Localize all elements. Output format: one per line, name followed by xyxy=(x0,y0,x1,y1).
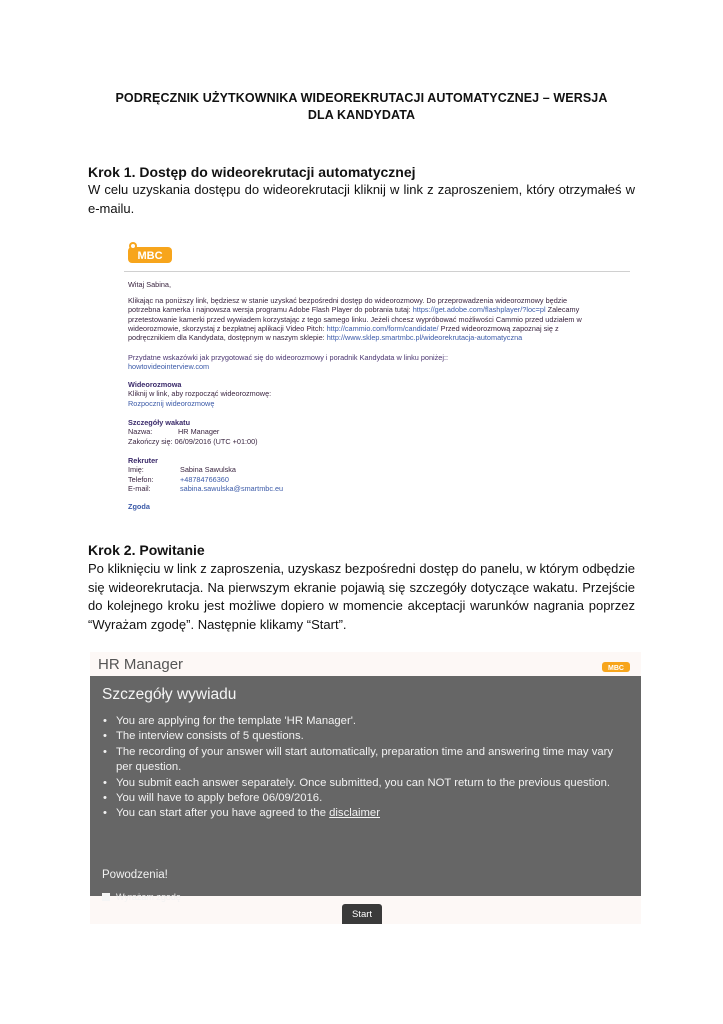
email-vacancy-section xyxy=(128,418,628,446)
interview-header-title: HR Manager xyxy=(98,656,184,673)
email-tips-text: Przydatne wskazówki jak przygotować się do wideorozmowy i poradnik Kandydata w linku poniżej:: xyxy=(128,353,449,362)
recruiter-section-heading: Rekruter xyxy=(128,456,159,465)
interview-details-title: Szczegóły wywiadu xyxy=(102,686,237,703)
start-button[interactable]: Start xyxy=(342,904,382,924)
shop-manual-link[interactable]: http://www.sklep.smartmbc.pl/wideorekrutacja-automatyczna xyxy=(326,333,523,343)
email-body-line4-text: wideorozmowie, skorzystaj z bezpłatnej aplikacji Video Pitch: xyxy=(128,323,325,333)
email-recruiter-section xyxy=(128,456,628,493)
recruiter-phone-row xyxy=(128,475,628,484)
email-body-line5 xyxy=(128,333,628,342)
interview-details-list xyxy=(102,714,632,822)
document-title-line2: DLA KANDYDATA xyxy=(307,108,416,122)
howto-link[interactable]: howtovideointerview.com xyxy=(128,362,210,372)
disclaimer-link[interactable]: disclaimer xyxy=(329,807,380,820)
video-pitch-link[interactable]: http://cammio.com/form/candidate/ xyxy=(326,323,439,333)
email-body-line2 xyxy=(128,305,628,314)
recruiter-name-row xyxy=(128,465,628,474)
vacancy-name-value: HR Manager xyxy=(178,427,220,437)
email-body-line1: Klikając na poniższy link, będziesz w stanie uzyskać bezpośredni dostęp do wideorozmowy. Do przeprowadzenia wideorozmowy będzie xyxy=(128,296,568,305)
vacancy-name-label: Nazwa: xyxy=(128,427,153,437)
vacancy-end-label: Zakończy się: xyxy=(128,436,173,446)
email-screenshot xyxy=(118,236,636,516)
email-body-line5-text: podręcznikiem dla Kandydata, dostępnym w naszym sklepie: xyxy=(128,333,325,343)
email-greeting: Witaj Sabina, xyxy=(128,280,171,289)
interview-details-panel xyxy=(90,676,641,902)
mbc-small-logo-text: MBC xyxy=(608,665,624,672)
recruiter-email-value[interactable]: sabina.sawulska@smartmbc.eu xyxy=(180,483,284,493)
recruiter-name-value: Sabina Sawulska xyxy=(180,465,236,475)
recruiter-phone-value[interactable]: +48784766360 xyxy=(180,474,229,484)
email-intro xyxy=(128,296,628,342)
details-bullet: • You will have to apply before 06/09/2016. xyxy=(102,791,632,806)
disclaimer-prefix: You can start after you have agreed to the xyxy=(116,807,326,820)
start-interview-link[interactable]: Rozpocznij wideorozmowę xyxy=(128,398,215,408)
mbc-logo-text: MBC xyxy=(137,250,163,262)
consent-checkbox-label: Wyrażam zgodę xyxy=(116,892,181,902)
good-luck-text: Powodzenia! xyxy=(102,869,168,881)
email-divider xyxy=(124,271,630,272)
vacancy-end-row xyxy=(128,437,628,446)
vacancy-end-value: 06/09/2016 (UTC +01:00) xyxy=(174,436,258,446)
email-tips xyxy=(128,353,628,372)
mbc-small-logo xyxy=(601,659,631,673)
step1-paragraph: W celu uzyskania dostępu do wideorekrutacji kliknij w link z zaproszeniem, który otrzymałeś w e-mailu. xyxy=(88,182,635,216)
recruiter-email-label: E-mail: xyxy=(128,483,151,493)
recruiter-phone-label: Telefon: xyxy=(128,474,154,484)
consent-checkbox-row[interactable] xyxy=(102,892,181,902)
recruiter-email-row xyxy=(128,484,628,493)
video-section-heading: Wideorozmowa xyxy=(128,380,182,389)
email-body-line2-text: potrzebna kamerka i najnowsza wersja programu Adobe Flash Player do pobrania tutaj: xyxy=(128,305,411,315)
vacancy-section-heading: Szczegóły wakatu xyxy=(128,418,191,427)
flash-player-link[interactable]: https://get.adobe.com/flashplayer/?loc=pl xyxy=(412,305,546,315)
email-body-line4-suffix: Przed wideorozmową zapoznaj się z xyxy=(440,323,559,333)
vacancy-name-row xyxy=(128,427,628,436)
document-title-line1: PODRĘCZNIK UŻYTKOWNIKA WIDEOREKRUTACJI AUTOMATYCZNEJ – WERSJA xyxy=(115,91,608,105)
video-section-text: Kliknij w link, aby rozpocząć wideorozmowę: xyxy=(128,389,272,399)
details-bullet: • The recording of your answer will start automatically, preparation time and answering time may vary per question. xyxy=(102,745,632,776)
details-bullet: • The interview consists of 5 questions. xyxy=(102,729,632,744)
details-bullet-disclaimer xyxy=(102,806,632,821)
step1-heading: Krok 1. Dostęp do wideorekrutacji automatycznej xyxy=(88,164,416,180)
email-body-line2-suffix: Zalecamy xyxy=(547,305,580,315)
step2-heading: Krok 2. Powitanie xyxy=(88,542,205,558)
email-body-line4 xyxy=(128,324,628,333)
consent-link[interactable]: Zgoda xyxy=(128,502,150,511)
consent-checkbox[interactable] xyxy=(102,893,110,901)
email-body-line3: przetestowanie kamerki przed wywiadem korzystając z tego samego linku. Jeżeli chcesz wypróbować możliwości Cammio przed udziałem w xyxy=(128,314,582,324)
step2-paragraph: Po kliknięciu w link z zaproszenia, uzyskasz bezpośredni dostęp do panelu, w którym odbędzie się wideorekrutacja. Na pierwszym ekranie pojawią się szczegóły dotyczące wakatu. Przejście do kolejnego kroku jest możliwe dopiero w momencie akceptacji warunków nagrania poprzez “Wyrażam zgodę”. Następnie klikamy “Start”. xyxy=(88,561,635,632)
email-video-section xyxy=(128,380,628,408)
details-bullet: • You submit each answer separately. Once submitted, you can NOT return to the previous question. xyxy=(102,776,632,791)
interview-screenshot xyxy=(90,652,641,924)
details-bullet: • You are applying for the template 'HR Manager'. xyxy=(102,714,632,729)
recruiter-name-label: Imię: xyxy=(128,465,144,475)
mbc-logo xyxy=(126,240,174,266)
document-title xyxy=(88,90,635,124)
